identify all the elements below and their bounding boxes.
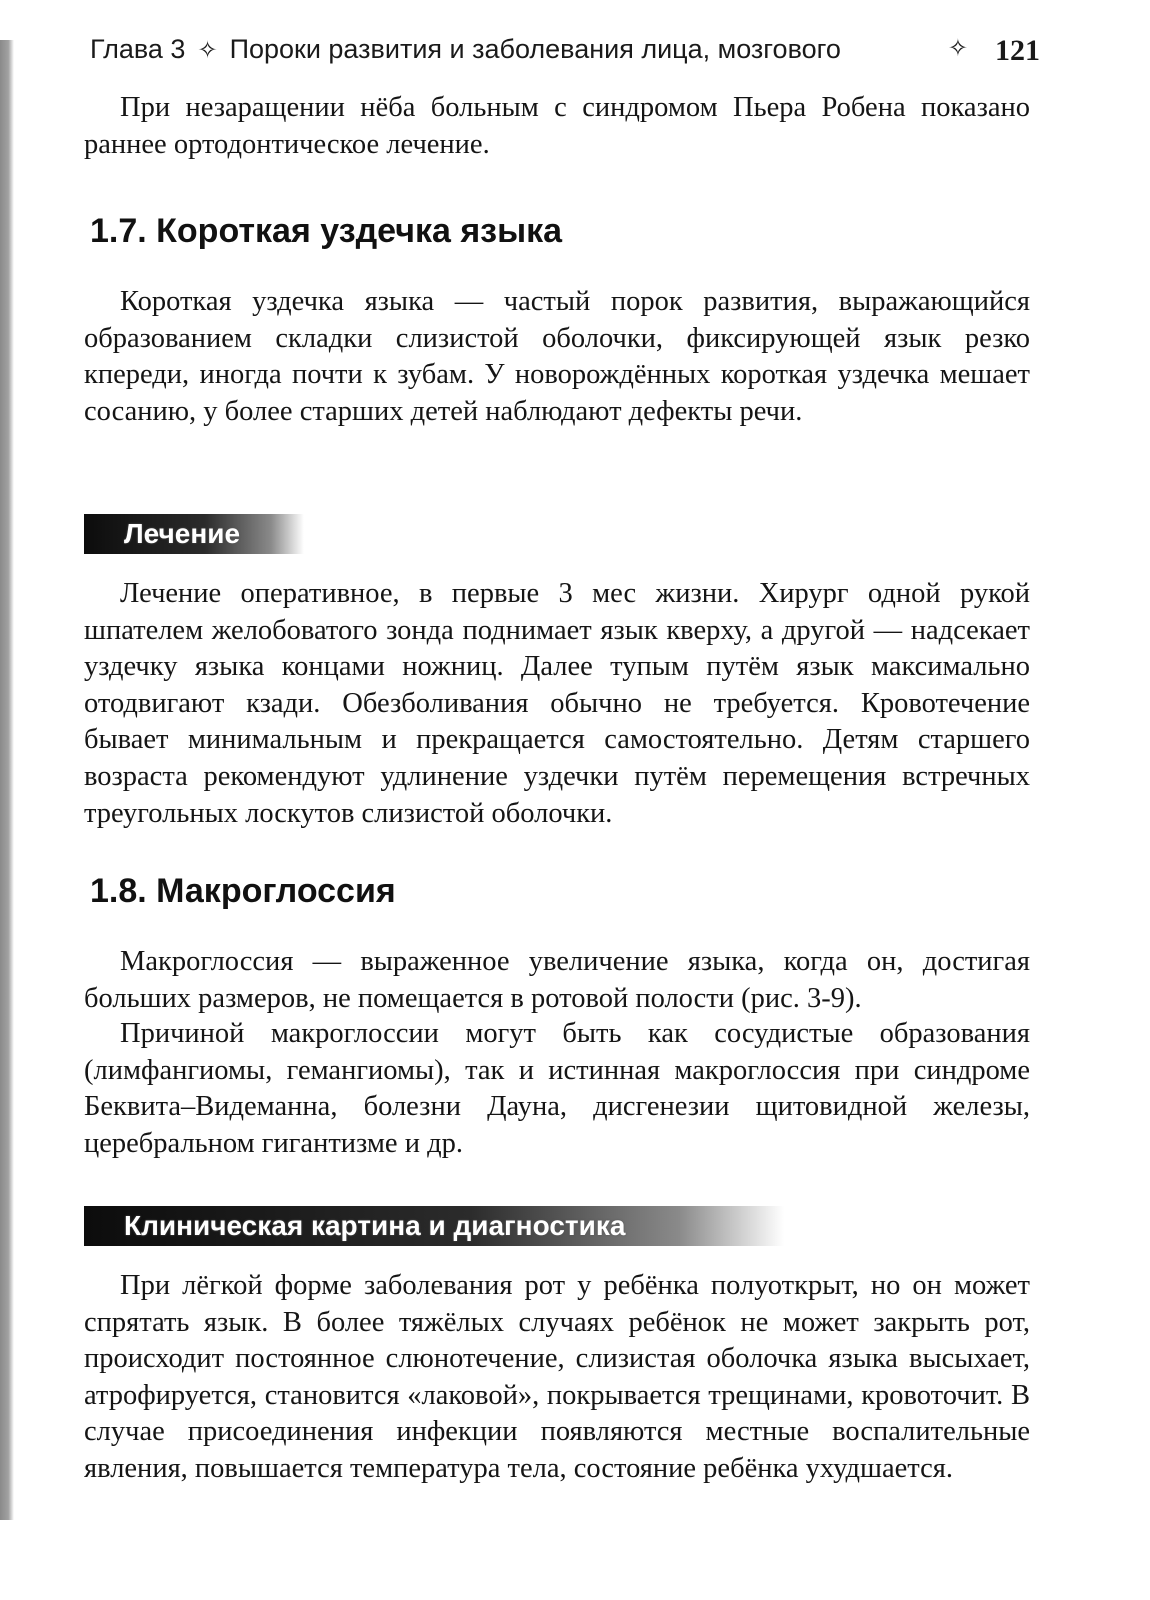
page-number: 121	[995, 34, 1040, 67]
diamond-icon: ✧	[197, 37, 218, 64]
subheading-clinical: Клиническая картина и диагностика	[124, 1210, 626, 1241]
paragraph-frenulum-definition: Короткая уздечка языка — частый порок развития, выражающийся образованием складки слизистой оболочки, фиксирующей язык резко кпереди, иногда почти к зубам. У новорождённых короткая уздечка мешает сосанию, у более старших детей наблюдают дефекты речи.	[84, 286, 1030, 427]
diamond-icon: ✧	[947, 35, 968, 62]
paragraph-pierre-robin: При незаращении нёба больным с синдромом Пьера Робена показано раннее ортодонтическое лечение.	[84, 92, 1030, 160]
subheading-treatment: Лечение	[124, 518, 241, 549]
paragraph-macroglossia-causes: Причиной макроглоссии могут быть как сосудистые образования (лимфангиомы, гемангиомы), так и истинная макроглоссия при синдроме Беквита–Видеманна, болезни Дауна, дисгенезии щитовидной железы, церебральном гигантизме и др.	[84, 1018, 1030, 1159]
subheading-bar-treatment	[84, 514, 304, 554]
paragraph-frenulum-treatment: Лечение оперативное, в первые 3 мес жизни. Хирург одной рукой шпателем желобоватого зонда поднимает язык кверху, а другой — надсекает уздечку языка концами ножниц. Далее тупым путём язык максимально отодвигают кзади. Обезболивания обычно не требуется. Кровотечение бывает минимальным и прекращается самостоятельно. Детям старшего возраста рекомендуют удлинение уздечки путём перемещения встречных треугольных лоскутов слизистой оболочки.	[84, 578, 1030, 829]
section-heading-macroglossia: 1.8. Макроглоссия	[90, 872, 396, 910]
section-heading-short-frenulum: 1.7. Короткая уздечка языка	[90, 212, 563, 250]
book-spine-shadow	[0, 40, 14, 1520]
paragraph-macroglossia-definition: Макроглоссия — выраженное увеличение языка, когда он, достигая больших размеров, не помещается в ротовой полости (рис. 3-9).	[84, 946, 1030, 1014]
chapter-title: Пороки развития и заболевания лица, мозгового	[229, 34, 841, 64]
chapter-label: Глава 3	[90, 34, 186, 64]
paragraph-clinical-picture: При лёгкой форме заболевания рот у ребёнка полуоткрыт, но он может спрятать язык. В более тяжёлых случаях ребёнок не может закрыть рот, происходит постоянное слюнотечение, слизистая оболочка языка высыхает, атрофируется, становится «лаковой», покрывается трещинами, кровоточит. В случае присоединения инфекции появляются местные воспалительные явления, повышается температура тела, состояние ребёнка ухудшается.	[84, 1270, 1030, 1484]
running-head	[90, 34, 1040, 74]
page	[84, 0, 1054, 1600]
subheading-bar-clinical	[84, 1206, 784, 1246]
